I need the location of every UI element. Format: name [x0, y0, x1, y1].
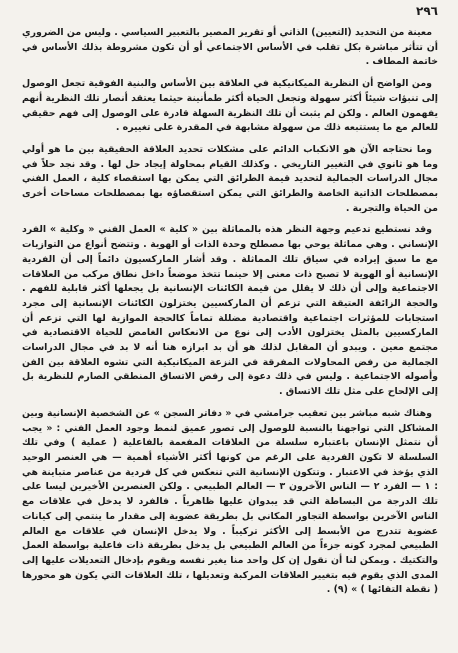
page-number: ٢٩٦: [416, 4, 438, 18]
body-text: [22, 26, 438, 598]
paragraph: ومن الواضح أن النظرية الميكانيكية في العلاقة بين الأساس والبنية الفوقية تجعل الوصول إلى تنبؤات شيئاً أكثر سهولة وتجعل الحياة أكثر طمأنينة حيثما يعتقد أنصار تلك النظرية أنهم يفهمون العالم . ولكن لم يثبت أن تلك النظرية السهلة قادرة على الوصول إلى فهم حقيقي للعالم مع ما يستتبعه ذلك من سهولة مشابهة في المقدرة على تغييره .: [22, 78, 438, 134]
paragraph: معينة من التحديد (التعيين) الذاتي أو تقرير المصير بالتعبير السياسي . وليس من الضروري أن تتأثر مباشرة بكل تقلب في الأساس الاجتماعي أو أن تكون مشروطة بذلك الأساس في خاتمة المطاف .: [22, 27, 438, 68]
paragraph: وهناك شبه مباشر بين تعقيب جرامشي في « دفاتر السجن » عن الشخصية الإنسانية وبين المشاكل التي تواجهنا بالنسبة للوصول إلى تصور عميق لنمط وجود العمل الفني : « يجب أن نتمثل الإنسان باعتباره سلسلة من العلاقات المفعمة بالفاعلية ( عملية ) وفي تلك السلسلة لا تكون الفردية على الرغم من كونها أكثر الأشياء أهمية — هي العنصر الوحيد الذي يؤخذ في الاعتبار . وتتكون الإنسانية التي تنعكس في كل فردية من عناصر متباينة هي : ١ — الفرد ٢ — الناس الآخرون ٣ — العالم الطبيعي . ولكن العنصرين الأخيرين ليسا على تلك الدرجة من البساطة التي قد يبدوان عليها ظاهرياً . فالفرد لا يدخل في علاقات مع الناس الآخرين بواسطة التجاور المكاني بل بطريقة عضوية إلى مقدار ما ينتمي إلى كيانات عضوية تتدرج من الأبسط إلى الأكثر تركيباً . ولا يدخل الإنسان في علاقات مع العالم الطبيعي لمجرد كونه جزءاً من العالم الطبيعي بل يدخل بطريقة ذات فاعلية بواسطة العمل والتكتيك . ويمكن لنا أن نقول إن كل واحد منا يغير نفسه ويقوم بإدخال التعديلات عليها إلى المدى الذي يقوم فيه بتغيير العلاقات المركبة وتعديلها ، تلك العلاقات التي يكون هو محورها ( نقطة التقائها ) » (٩) .: [22, 407, 439, 596]
paragraph: وما نحتاجه الآن هو الانكباب الدائم على مشكلات تحديد العلاقة الحقيقية بين ما هو أولي وما هو ثانوي في التغيير التاريخي . وكذلك القيام بمحاولة إيجاد حل لها . وقد نجد حلاً في مجال الدراسات الجمالية لتحديد قيمة الطرائق التي يمكن بها استقصاء كلية ، العمل الفني بمصطلحات الذاتية الخاصة والطرائق التي يمكن استقصاؤه بها بمصطلحات مساحات أخرى من الحياة والتجربة .: [22, 143, 438, 214]
paragraph: وقد نستطيع تدعيم وجهة النظر هذه بالمماثلة بين « كلية » العمل الفني « وكلية » الفرد الإنساني . وهي مماثلة يوحي بها مصطلح وحدة الذات أو الهوية . وتتضح أنواع من التوازيات مع ما سبق إيراده في سياق تلك المماثلة . وقد أشار الماركسيون دائماً إلى أن الفردية الإنسانية أو الهوية لا تصبح ذات معنى إلا حينما تتخذ موضعاً داخل نطاق مركب من العلاقات الاجتماعية وإلى أن ذلك لا يقلل من قيمة الكائنات الإنسانية بل يجعلها أكثر قابلية للفهم . والحجة الزائفة العتيقة التي تزعم أن الماركسيين يختزلون الكائنات الإنسانية إلى مجرد استجابات للمؤثرات اجتماعية واقتصادية مضللة تماماً كالحجة الموازية لها التي تزعم أن الماركسيين بالمثل يختزلون الأدب إلى نوع من الانعكاس الغامض للحياة الاقتصادية في مجتمع معين . ويبدو أن المقابل لذلك هو أن بد ابرازه هنا أنه لا بد في مجال الدراسات الجمالية من رفض المحاولات المفرقة في النزعة الميكانيكية التي تشوه العلاقة بين الفن وأصوله الاجتماعية . وليس في ذلك دعوة إلى رفض الاتساق المنطقي الصارم للنظرية بل إلى الإلحاح على مثل تلك الاتساق .: [22, 224, 438, 398]
